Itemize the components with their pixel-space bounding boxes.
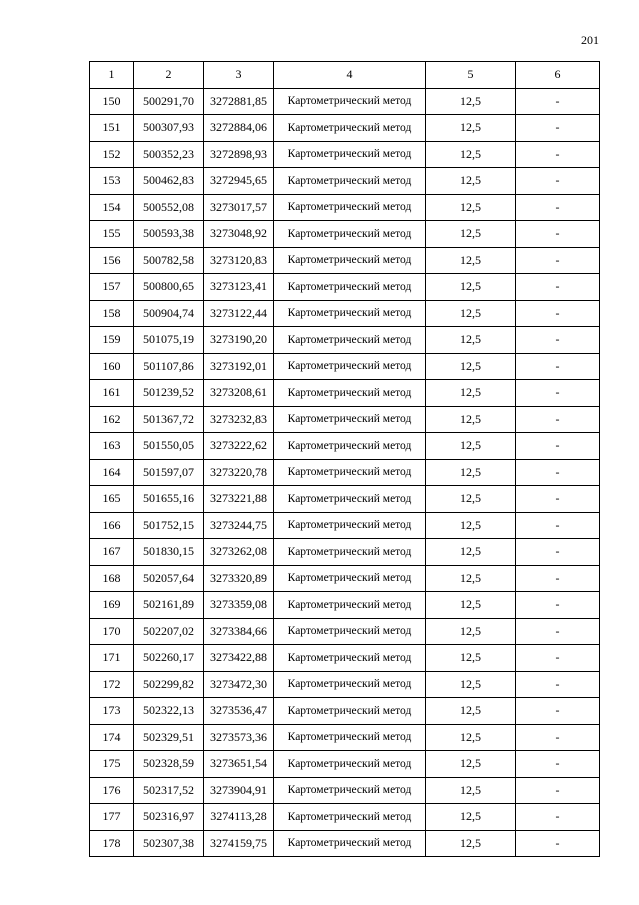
- cell-note: -: [516, 618, 600, 645]
- cell-method: Картометрический метод: [274, 194, 426, 221]
- cell-method: Картометрический метод: [274, 618, 426, 645]
- cell-method: Картометрический метод: [274, 459, 426, 486]
- cell-y-coordinate: 3273359,08: [204, 592, 274, 619]
- cell-y-coordinate: 3274113,28: [204, 804, 274, 831]
- cell-x-coordinate: 501239,52: [134, 380, 204, 407]
- table-row: [90, 565, 600, 592]
- cell-y-coordinate: 3273048,92: [204, 221, 274, 248]
- cell-point-number: 167: [90, 539, 134, 566]
- cell-note: -: [516, 512, 600, 539]
- cell-method: Картометрический метод: [274, 512, 426, 539]
- cell-note: -: [516, 698, 600, 725]
- column-header: 6: [516, 62, 600, 89]
- cell-accuracy: 12,5: [426, 592, 516, 619]
- cell-method: Картометрический метод: [274, 300, 426, 327]
- table-row: [90, 830, 600, 857]
- column-header: 4: [274, 62, 426, 89]
- table-row: [90, 247, 600, 274]
- table-row: [90, 141, 600, 168]
- cell-note: -: [516, 274, 600, 301]
- cell-point-number: 157: [90, 274, 134, 301]
- cell-y-coordinate: 3272898,93: [204, 141, 274, 168]
- cell-accuracy: 12,5: [426, 141, 516, 168]
- cell-method: Картометрический метод: [274, 645, 426, 672]
- cell-method: Картометрический метод: [274, 221, 426, 248]
- cell-method: Картометрический метод: [274, 777, 426, 804]
- table-row: [90, 406, 600, 433]
- cell-x-coordinate: 502322,13: [134, 698, 204, 725]
- cell-x-coordinate: 502328,59: [134, 751, 204, 778]
- table-row: [90, 380, 600, 407]
- column-header: 1: [90, 62, 134, 89]
- cell-method: Картометрический метод: [274, 88, 426, 115]
- cell-point-number: 158: [90, 300, 134, 327]
- column-header: 2: [134, 62, 204, 89]
- cell-note: -: [516, 539, 600, 566]
- cell-note: -: [516, 380, 600, 407]
- cell-x-coordinate: 500291,70: [134, 88, 204, 115]
- table-row: [90, 194, 600, 221]
- cell-x-coordinate: 502260,17: [134, 645, 204, 672]
- cell-point-number: 152: [90, 141, 134, 168]
- cell-method: Картометрический метод: [274, 406, 426, 433]
- table-row: [90, 512, 600, 539]
- cell-accuracy: 12,5: [426, 88, 516, 115]
- cell-y-coordinate: 3272881,85: [204, 88, 274, 115]
- column-header: 3: [204, 62, 274, 89]
- cell-point-number: 177: [90, 804, 134, 831]
- cell-point-number: 170: [90, 618, 134, 645]
- cell-accuracy: 12,5: [426, 115, 516, 142]
- cell-note: -: [516, 406, 600, 433]
- cell-y-coordinate: 3273244,75: [204, 512, 274, 539]
- cell-point-number: 163: [90, 433, 134, 460]
- cell-accuracy: 12,5: [426, 247, 516, 274]
- table-row: [90, 645, 600, 672]
- cell-x-coordinate: 500552,08: [134, 194, 204, 221]
- cell-method: Картометрический метод: [274, 141, 426, 168]
- cell-point-number: 168: [90, 565, 134, 592]
- cell-method: Картометрический метод: [274, 353, 426, 380]
- cell-point-number: 175: [90, 751, 134, 778]
- cell-point-number: 169: [90, 592, 134, 619]
- cell-x-coordinate: 502161,89: [134, 592, 204, 619]
- cell-point-number: 171: [90, 645, 134, 672]
- table-row: [90, 751, 600, 778]
- cell-y-coordinate: 3273220,78: [204, 459, 274, 486]
- cell-accuracy: 12,5: [426, 406, 516, 433]
- table-row: [90, 592, 600, 619]
- cell-method: Картометрический метод: [274, 751, 426, 778]
- table-row: [90, 221, 600, 248]
- cell-x-coordinate: 500307,93: [134, 115, 204, 142]
- cell-point-number: 160: [90, 353, 134, 380]
- cell-note: -: [516, 777, 600, 804]
- cell-note: -: [516, 247, 600, 274]
- cell-method: Картометрический метод: [274, 565, 426, 592]
- cell-note: -: [516, 353, 600, 380]
- cell-note: -: [516, 115, 600, 142]
- cell-accuracy: 12,5: [426, 459, 516, 486]
- cell-accuracy: 12,5: [426, 751, 516, 778]
- cell-method: Картометрический метод: [274, 592, 426, 619]
- cell-point-number: 159: [90, 327, 134, 354]
- cell-point-number: 172: [90, 671, 134, 698]
- cell-accuracy: 12,5: [426, 221, 516, 248]
- cell-point-number: 162: [90, 406, 134, 433]
- cell-point-number: 154: [90, 194, 134, 221]
- cell-method: Картометрический метод: [274, 247, 426, 274]
- cell-x-coordinate: 500352,23: [134, 141, 204, 168]
- cell-y-coordinate: 3273320,89: [204, 565, 274, 592]
- cell-y-coordinate: 3272884,06: [204, 115, 274, 142]
- cell-y-coordinate: 3273232,83: [204, 406, 274, 433]
- table-row: [90, 327, 600, 354]
- cell-x-coordinate: 501075,19: [134, 327, 204, 354]
- cell-x-coordinate: 500462,83: [134, 168, 204, 195]
- table-row: [90, 724, 600, 751]
- cell-accuracy: 12,5: [426, 724, 516, 751]
- cell-note: -: [516, 221, 600, 248]
- cell-method: Картометрический метод: [274, 671, 426, 698]
- cell-y-coordinate: 3273208,61: [204, 380, 274, 407]
- cell-accuracy: 12,5: [426, 380, 516, 407]
- cell-point-number: 151: [90, 115, 134, 142]
- cell-point-number: 155: [90, 221, 134, 248]
- cell-note: -: [516, 592, 600, 619]
- cell-point-number: 174: [90, 724, 134, 751]
- table-row: [90, 671, 600, 698]
- cell-point-number: 150: [90, 88, 134, 115]
- cell-note: -: [516, 830, 600, 857]
- cell-note: -: [516, 88, 600, 115]
- table-row: [90, 539, 600, 566]
- cell-point-number: 165: [90, 486, 134, 513]
- cell-x-coordinate: 501367,72: [134, 406, 204, 433]
- table-row: [90, 486, 600, 513]
- cell-y-coordinate: 3273536,47: [204, 698, 274, 725]
- cell-accuracy: 12,5: [426, 539, 516, 566]
- table-row: [90, 618, 600, 645]
- cell-x-coordinate: 500782,58: [134, 247, 204, 274]
- table-row: [90, 433, 600, 460]
- cell-x-coordinate: 501107,86: [134, 353, 204, 380]
- cell-accuracy: 12,5: [426, 300, 516, 327]
- cell-y-coordinate: 3272945,65: [204, 168, 274, 195]
- table-row: [90, 804, 600, 831]
- table-row: [90, 777, 600, 804]
- cell-point-number: 166: [90, 512, 134, 539]
- table-row: [90, 88, 600, 115]
- cell-y-coordinate: 3273651,54: [204, 751, 274, 778]
- cell-note: -: [516, 486, 600, 513]
- cell-method: Картометрический метод: [274, 486, 426, 513]
- cell-accuracy: 12,5: [426, 671, 516, 698]
- cell-method: Картометрический метод: [274, 327, 426, 354]
- cell-point-number: 161: [90, 380, 134, 407]
- coordinates-table: [89, 61, 600, 857]
- cell-x-coordinate: 501550,05: [134, 433, 204, 460]
- cell-y-coordinate: 3273123,41: [204, 274, 274, 301]
- cell-y-coordinate: 3273262,08: [204, 539, 274, 566]
- cell-point-number: 176: [90, 777, 134, 804]
- cell-x-coordinate: 502316,97: [134, 804, 204, 831]
- cell-y-coordinate: 3273192,01: [204, 353, 274, 380]
- cell-x-coordinate: 501830,15: [134, 539, 204, 566]
- cell-method: Картометрический метод: [274, 539, 426, 566]
- cell-accuracy: 12,5: [426, 512, 516, 539]
- cell-y-coordinate: 3274159,75: [204, 830, 274, 857]
- page-number: 201: [581, 33, 599, 47]
- cell-point-number: 156: [90, 247, 134, 274]
- cell-accuracy: 12,5: [426, 168, 516, 195]
- cell-y-coordinate: 3273384,66: [204, 618, 274, 645]
- table-row: [90, 459, 600, 486]
- cell-y-coordinate: 3273573,36: [204, 724, 274, 751]
- cell-x-coordinate: 501597,07: [134, 459, 204, 486]
- cell-note: -: [516, 194, 600, 221]
- cell-note: -: [516, 300, 600, 327]
- table-row: [90, 168, 600, 195]
- cell-accuracy: 12,5: [426, 618, 516, 645]
- cell-y-coordinate: 3273190,20: [204, 327, 274, 354]
- cell-accuracy: 12,5: [426, 194, 516, 221]
- cell-y-coordinate: 3273120,83: [204, 247, 274, 274]
- cell-x-coordinate: 500800,65: [134, 274, 204, 301]
- cell-y-coordinate: 3273017,57: [204, 194, 274, 221]
- cell-x-coordinate: 502299,82: [134, 671, 204, 698]
- cell-method: Картометрический метод: [274, 698, 426, 725]
- cell-method: Картометрический метод: [274, 115, 426, 142]
- cell-accuracy: 12,5: [426, 274, 516, 301]
- cell-y-coordinate: 3273122,44: [204, 300, 274, 327]
- cell-note: -: [516, 751, 600, 778]
- cell-method: Картометрический метод: [274, 168, 426, 195]
- cell-point-number: 153: [90, 168, 134, 195]
- cell-note: -: [516, 168, 600, 195]
- cell-note: -: [516, 459, 600, 486]
- cell-y-coordinate: 3273904,91: [204, 777, 274, 804]
- cell-note: -: [516, 645, 600, 672]
- cell-y-coordinate: 3273221,88: [204, 486, 274, 513]
- cell-note: -: [516, 671, 600, 698]
- table-row: [90, 353, 600, 380]
- cell-method: Картометрический метод: [274, 380, 426, 407]
- cell-accuracy: 12,5: [426, 830, 516, 857]
- cell-x-coordinate: 501655,16: [134, 486, 204, 513]
- table-body: [90, 88, 600, 857]
- cell-method: Картометрический метод: [274, 433, 426, 460]
- cell-accuracy: 12,5: [426, 433, 516, 460]
- column-header: 5: [426, 62, 516, 89]
- cell-accuracy: 12,5: [426, 353, 516, 380]
- cell-y-coordinate: 3273222,62: [204, 433, 274, 460]
- table-row: [90, 698, 600, 725]
- cell-x-coordinate: 502317,52: [134, 777, 204, 804]
- cell-note: -: [516, 565, 600, 592]
- cell-x-coordinate: 500904,74: [134, 300, 204, 327]
- table-row: [90, 274, 600, 301]
- cell-note: -: [516, 804, 600, 831]
- cell-accuracy: 12,5: [426, 486, 516, 513]
- cell-accuracy: 12,5: [426, 565, 516, 592]
- cell-x-coordinate: 502307,38: [134, 830, 204, 857]
- cell-point-number: 178: [90, 830, 134, 857]
- table-row: [90, 115, 600, 142]
- cell-point-number: 173: [90, 698, 134, 725]
- cell-x-coordinate: 500593,38: [134, 221, 204, 248]
- cell-note: -: [516, 327, 600, 354]
- cell-accuracy: 12,5: [426, 327, 516, 354]
- cell-note: -: [516, 433, 600, 460]
- cell-method: Картометрический метод: [274, 724, 426, 751]
- cell-accuracy: 12,5: [426, 804, 516, 831]
- cell-x-coordinate: 502329,51: [134, 724, 204, 751]
- cell-x-coordinate: 502057,64: [134, 565, 204, 592]
- cell-y-coordinate: 3273422,88: [204, 645, 274, 672]
- cell-x-coordinate: 501752,15: [134, 512, 204, 539]
- cell-accuracy: 12,5: [426, 777, 516, 804]
- cell-note: -: [516, 724, 600, 751]
- cell-method: Картометрический метод: [274, 274, 426, 301]
- table-header-row: [90, 62, 600, 89]
- cell-accuracy: 12,5: [426, 645, 516, 672]
- cell-method: Картометрический метод: [274, 830, 426, 857]
- cell-x-coordinate: 502207,02: [134, 618, 204, 645]
- cell-point-number: 164: [90, 459, 134, 486]
- table-row: [90, 300, 600, 327]
- cell-accuracy: 12,5: [426, 698, 516, 725]
- cell-method: Картометрический метод: [274, 804, 426, 831]
- cell-note: -: [516, 141, 600, 168]
- cell-y-coordinate: 3273472,30: [204, 671, 274, 698]
